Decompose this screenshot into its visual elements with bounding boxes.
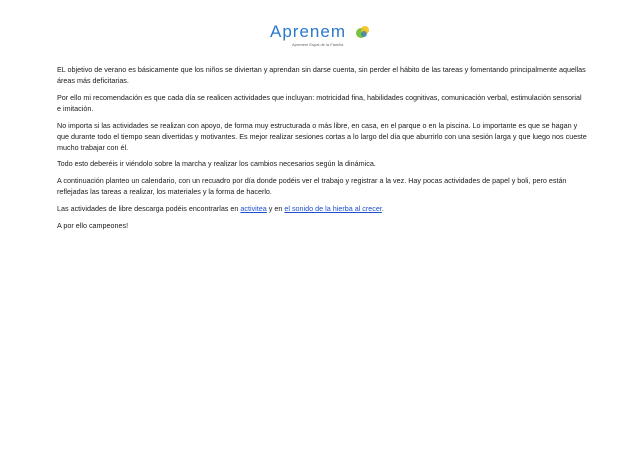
paragraph-approach: No importa si las actividades se realizan con apoyo, de forma muy estructurada o más libre, en casa, en el parque o en la piscina. Lo importante es que se hagan y que durante todo el tiempo sean divertidas y motivantes. Es mejor realizar sesiones cortas a lo largo del día que aburrirlo con una sesión larga y que luego nos cueste mucho trabajar con él. bbox=[57, 120, 587, 152]
paragraph-recommendation: Por ello mi recomendación es que cada día se realicen actividades que incluyan: motricidad fina, habilidades cognitivas, comunicación verbal, estimulación sensorial e imitación. bbox=[57, 92, 582, 113]
paragraph-calendar: A continuación planteo un calendario, con un recuadro por día donde podéis ver el trabajo y registrar a la vez. Hay pocas actividades de papel y boli, pero están reflejadas las tareas a realizar, los materiales y la forma de hacerlo. bbox=[57, 176, 567, 197]
logo-tagline: Aprenem Espai de la Família bbox=[292, 42, 344, 47]
document-body bbox=[57, 64, 587, 237]
paragraph-downloads bbox=[57, 203, 587, 214]
paragraph-adjustments: Todo esto deberéis ir viéndolo sobre la marcha y realizar los cambios necesarios según la dinámica. bbox=[57, 159, 376, 169]
downloads-middle: y en bbox=[266, 203, 285, 213]
paragraph-closing: A por ello campeones! bbox=[57, 220, 129, 230]
downloads-prefix: Las actividades de libre descarga podéis encontrarlas en bbox=[57, 203, 241, 213]
aprenem-logo bbox=[270, 22, 380, 50]
link-sonido-hierba[interactable]: el sonido de la hierba al crecer bbox=[284, 203, 382, 213]
logo-wordmark: Aprenem bbox=[270, 22, 346, 41]
logo-flower-icon bbox=[355, 24, 371, 40]
link-activitea[interactable]: activitea bbox=[240, 203, 267, 213]
paragraph-objective: EL objetivo de verano es básicamente que los niños se diviertan y aprendan sin darse cuenta, sin perder el hábito de las tareas y fomentando principalmente aquellas áreas más deficitarias. bbox=[57, 65, 586, 85]
downloads-suffix: . bbox=[381, 203, 384, 213]
